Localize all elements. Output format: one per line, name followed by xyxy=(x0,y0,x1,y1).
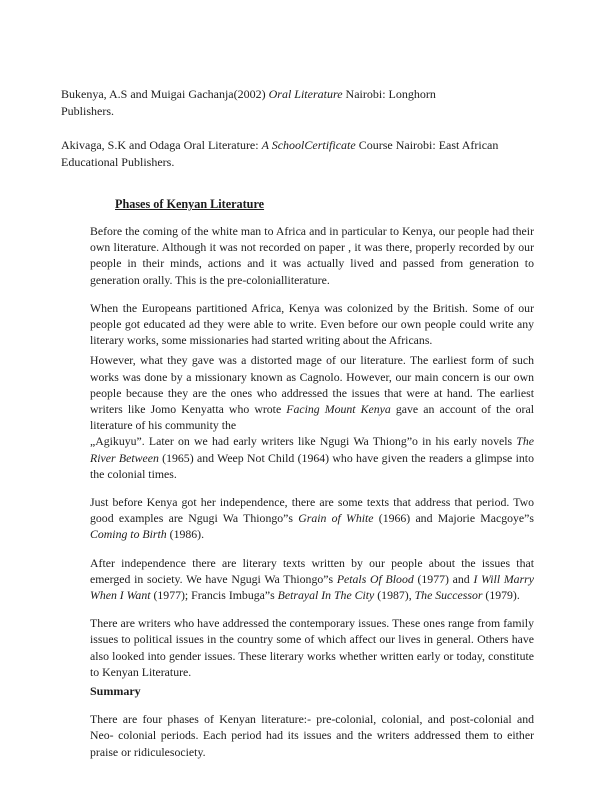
text-run: Publishers. xyxy=(61,104,115,118)
section-heading: Phases of Kenyan Literature xyxy=(115,197,265,211)
text-run: (1965) and Weep Not Child (1964) who have given the readers a glimpse into the colonial times. xyxy=(90,450,534,481)
body-text-block xyxy=(90,223,534,760)
body-paragraph xyxy=(90,494,534,543)
text-run: When the Europeans partitioned Africa, Kenya was colonized by the British. Some of our people got educated ad they were able to write. Even before our own people could write any literary works, some missionaries had started writing about the Africans. xyxy=(90,300,534,348)
text-run: (1977); Francis Imbuga”s xyxy=(150,588,278,603)
italic-text-run: Facing Mount Kenya xyxy=(286,402,391,417)
reference-entry xyxy=(61,86,539,120)
italic-text-run: Coming to Birth xyxy=(90,527,167,542)
italic-text-run: Betrayal In The City xyxy=(277,588,375,603)
italic-text-run: The River Between xyxy=(90,434,534,465)
body-paragraph xyxy=(90,615,534,680)
body-paragraph xyxy=(90,555,534,604)
text-run: Akivaga, S.K and Odaga Oral Literature: xyxy=(61,138,262,152)
italic-text-run: Petals Of Blood xyxy=(336,571,414,586)
text-run: (1966) and Majorie Macgoye”s xyxy=(373,511,534,526)
text-run: There are four phases of Kenyan literature:- pre-colonial, colonial, and post-colonial and Neo- colonial periods. Each period had its issues and the writers addressed them to either praise or ridiculesociety. xyxy=(90,712,534,759)
text-run: There are writers who have addressed the contemporary issues. These ones range from family issues to political issues in the country some of which affect our lives in general. Others have also looked into gender issues. These literary works whether written early or today, constitute to Kenyan Literature. xyxy=(90,616,534,679)
text-run: Nairobi: Longhorn xyxy=(342,87,436,101)
text-run: gave an account of the oral literature of his community the xyxy=(90,402,534,433)
reference-entry xyxy=(61,137,539,171)
body-paragraph xyxy=(90,300,534,349)
italic-text-run: Oral Literature xyxy=(268,87,343,101)
text-run: (1977) and xyxy=(413,571,474,586)
text-run: Bukenya, A.S and Muigai Gachanja(2002) xyxy=(61,87,269,101)
italic-text-run: The Successor xyxy=(414,588,483,603)
text-run: „Agikuyu”. Later on we had early writers like Ngugi Wa Thiong”o in his early novels xyxy=(90,434,517,449)
text-run: (1987), xyxy=(374,588,415,603)
text-run: However, what they gave was a distorted mage of our literature. The earliest form of such works was done by a missionary known as Cagnolo. However, our main concern is our own people because they are the ones who addressed the issues that were at hand. The earliest writers like Jomo Kenyatta who wrote xyxy=(90,353,534,417)
body-paragraph xyxy=(90,352,534,482)
text-run: (1986). xyxy=(166,527,205,542)
italic-text-run: A SchoolCertificate xyxy=(261,138,356,152)
italic-text-run: I Will Marry When I Want xyxy=(90,571,534,603)
italic-text-run: Grain of White xyxy=(298,511,374,526)
text-run: Just before Kenya got her independence, there are some texts that address that period. Two good examples are Ngugi Wa Thiongo”s xyxy=(90,495,534,526)
text-run: After independence there are literary texts written by our people about the issues that emerged in society. We have Ngugi Wa Thiongo”s xyxy=(90,555,534,586)
text-run: Before the coming of the white man to Africa and in particular to Kenya, our people had their own literature. Although it was not recorded on paper , it was there, properly recorded by our people in their minds, actions and it was actually lived and passed from generation to generation orally. This is the pre-colonialliterature. xyxy=(90,224,534,287)
references-block xyxy=(61,86,539,171)
body-paragraph xyxy=(90,223,534,288)
closing-paragraph xyxy=(90,711,534,760)
text-run: Course Nairobi: East African Educational Publishers. xyxy=(61,138,499,169)
summary-heading: Summary xyxy=(90,684,141,699)
text-run: (1979). xyxy=(482,588,520,603)
